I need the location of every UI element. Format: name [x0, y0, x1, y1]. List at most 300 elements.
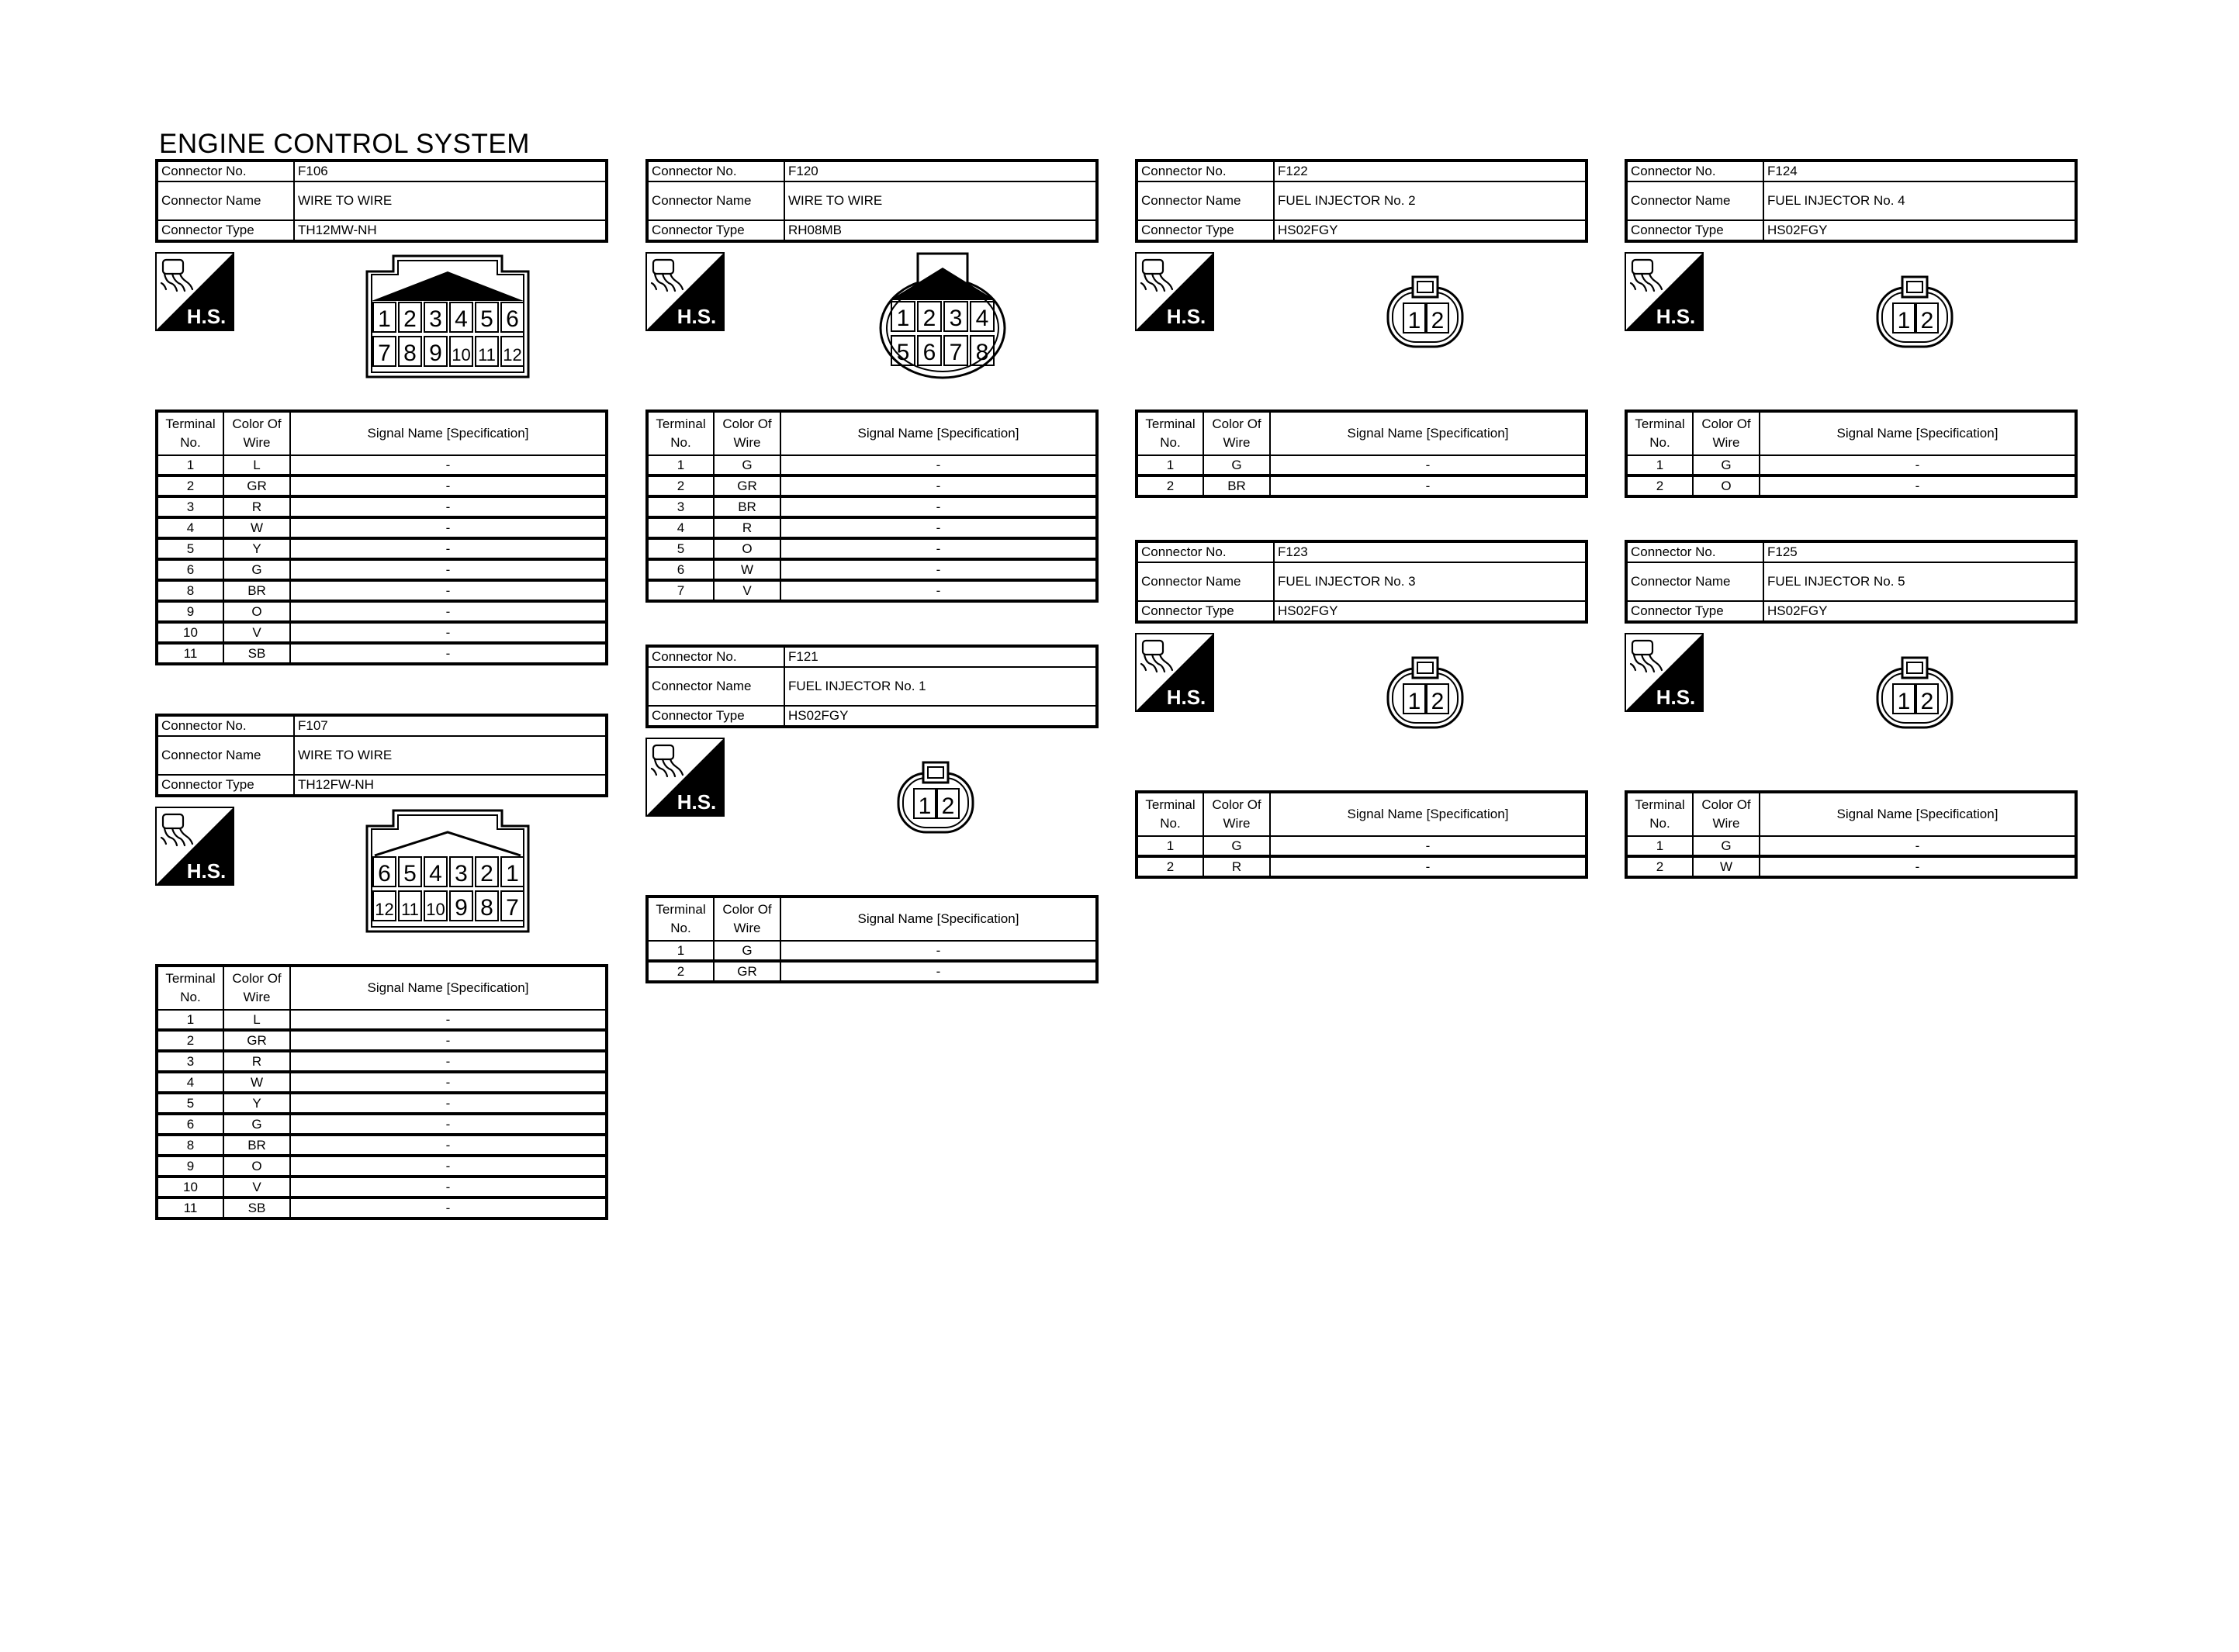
terminal-signal-table	[1625, 410, 2078, 498]
signal-name-header: Signal Name [Specification]	[1760, 411, 2076, 455]
signal-name-header: Signal Name [Specification]	[780, 897, 1097, 941]
connector-name-value: FUEL INJECTOR No. 2	[1274, 181, 1587, 220]
terminal-no-cell: 1	[1137, 836, 1203, 856]
terminal-no-header: Terminal No.	[647, 897, 714, 941]
signal-name-cell: -	[780, 455, 1097, 475]
wire-color-cell: G	[1693, 836, 1760, 856]
connector-type-value: HS02FGY	[1763, 220, 2076, 241]
terminal-no-cell: 4	[647, 517, 714, 538]
connector-artwork	[1625, 624, 2078, 790]
signal-name-cell: -	[1270, 455, 1587, 475]
connector-name-value: FUEL INJECTOR No. 3	[1274, 562, 1587, 601]
table-row	[157, 1093, 607, 1114]
wire-color-cell: Y	[223, 538, 290, 559]
connector-face-diagram	[1385, 275, 1466, 350]
terminal-signal-table	[645, 895, 1099, 983]
table-row	[1626, 475, 2076, 496]
signal-name-cell: -	[1760, 836, 2076, 856]
signal-name-header: Signal Name [Specification]	[290, 966, 607, 1010]
table-row	[157, 475, 607, 496]
hs-badge-label: H.S.	[677, 305, 717, 328]
hs-badge-label: H.S.	[1166, 305, 1206, 328]
table-row	[157, 1135, 607, 1156]
pin-number: 2	[922, 306, 936, 331]
connector-type-value: RH08MB	[784, 220, 1097, 241]
signal-name-cell: -	[290, 1072, 607, 1093]
terminal-signal-table	[1135, 790, 1588, 879]
pin-number: 11	[478, 345, 496, 365]
terminal-signal-table	[155, 410, 608, 665]
terminal-no-header: Terminal No.	[1137, 792, 1203, 836]
pin-number: 5	[403, 861, 417, 886]
connector-type-value: HS02FGY	[1274, 601, 1587, 622]
connector-no-label: Connector No.	[647, 646, 784, 667]
signal-name-cell: -	[290, 1010, 607, 1030]
signal-name-cell: -	[780, 538, 1097, 559]
signal-name-cell: -	[290, 1135, 607, 1156]
hs-badge-label: H.S.	[186, 859, 227, 883]
wire-color-cell: BR	[223, 580, 290, 601]
signal-name-cell: -	[290, 622, 607, 643]
terminal-no-cell: 2	[157, 1030, 223, 1051]
connector-artwork	[155, 243, 608, 410]
connector-type-value: HS02FGY	[1274, 220, 1587, 241]
signal-name-cell: -	[290, 1093, 607, 1114]
table-row	[1137, 475, 1587, 496]
harness-side-icon	[1625, 633, 1704, 712]
connector-no-value: F122	[1274, 161, 1587, 181]
connector-face-diagram	[1874, 275, 1955, 350]
signal-name-cell: -	[1760, 475, 2076, 496]
terminal-no-cell: 2	[647, 961, 714, 982]
pin-number: 2	[1920, 308, 1934, 334]
table-row	[157, 538, 607, 559]
table-row	[157, 601, 607, 622]
signal-name-cell: -	[780, 961, 1097, 982]
wire-color-cell: W	[1693, 856, 1760, 877]
wire-color-cell: GR	[223, 1030, 290, 1051]
table-row	[157, 643, 607, 664]
wire-color-cell: O	[223, 1156, 290, 1177]
wire-color-cell: G	[1203, 836, 1270, 856]
pin-number: 7	[378, 340, 391, 366]
pin-number: 1	[378, 306, 391, 332]
pin-number: 2	[1431, 689, 1445, 714]
terminal-no-cell: 8	[157, 580, 223, 601]
signal-name-cell: -	[290, 559, 607, 580]
table-row	[647, 941, 1097, 961]
connector-block	[1135, 159, 1588, 498]
table-row	[157, 1030, 607, 1051]
connector-info-table	[155, 714, 608, 797]
connector-name-label: Connector Name	[647, 181, 784, 220]
hs-badge-label: H.S.	[1656, 686, 1696, 709]
connector-info-table	[1135, 540, 1588, 624]
harness-side-icon	[1135, 252, 1214, 331]
terminal-no-cell: 3	[157, 496, 223, 517]
connector-info-table	[1135, 159, 1588, 243]
table-row	[647, 559, 1097, 580]
connector-type-label: Connector Type	[647, 706, 784, 727]
pin-number: 4	[975, 306, 989, 331]
connector-name-label: Connector Name	[157, 736, 294, 775]
connector-artwork	[645, 243, 1099, 410]
harness-side-icon	[155, 807, 234, 886]
signal-name-cell: -	[290, 475, 607, 496]
terminal-no-cell: 2	[1626, 856, 1693, 877]
wire-color-cell: G	[714, 941, 780, 961]
connector-block	[645, 159, 1099, 603]
terminal-signal-table	[1135, 410, 1588, 498]
connector-block	[155, 159, 608, 665]
terminal-no-cell: 11	[157, 643, 223, 664]
pin-number: 6	[378, 861, 391, 886]
pin-number: 5	[480, 306, 493, 332]
table-row	[647, 580, 1097, 601]
terminal-no-header: Terminal No.	[157, 411, 223, 455]
connector-no-value: F124	[1763, 161, 2076, 181]
terminal-no-cell: 5	[647, 538, 714, 559]
wire-color-cell: W	[223, 1072, 290, 1093]
wire-color-cell: GR	[223, 475, 290, 496]
signal-name-cell: -	[290, 517, 607, 538]
connector-name-label: Connector Name	[157, 181, 294, 220]
connector-no-label: Connector No.	[1626, 161, 1763, 181]
signal-name-cell: -	[780, 475, 1097, 496]
connector-artwork	[1625, 243, 2078, 410]
terminal-no-cell: 10	[157, 1177, 223, 1198]
table-row	[157, 496, 607, 517]
harness-side-icon	[1625, 252, 1704, 331]
wire-color-cell: O	[1693, 475, 1760, 496]
pin-number: 12	[375, 900, 394, 919]
hs-badge-label: H.S.	[186, 305, 227, 328]
connector-no-value: F106	[294, 161, 607, 181]
pin-number: 10	[452, 345, 471, 365]
wire-color-cell: SB	[223, 643, 290, 664]
wire-color-header: Color Of Wire	[714, 411, 780, 455]
connector-type-value: TH12MW-NH	[294, 220, 607, 241]
wire-color-header: Color Of Wire	[1693, 411, 1760, 455]
terminal-no-cell: 7	[647, 580, 714, 601]
signal-name-header: Signal Name [Specification]	[290, 411, 607, 455]
signal-name-cell: -	[290, 1177, 607, 1198]
wire-color-cell: R	[714, 517, 780, 538]
terminal-no-cell: 8	[157, 1135, 223, 1156]
pin-number: 2	[1920, 689, 1934, 714]
connector-info-table	[155, 159, 608, 243]
connector-type-label: Connector Type	[1626, 601, 1763, 622]
table-row	[157, 1156, 607, 1177]
terminal-no-cell: 10	[157, 622, 223, 643]
pin-number: 1	[1407, 689, 1421, 714]
pin-number: 8	[403, 340, 417, 366]
table-row	[157, 1072, 607, 1093]
table-row	[1626, 856, 2076, 877]
wire-color-cell: O	[714, 538, 780, 559]
harness-side-icon	[1135, 633, 1214, 712]
connector-name-label: Connector Name	[1626, 181, 1763, 220]
hs-badge-label: H.S.	[1166, 686, 1206, 709]
connector-block	[645, 645, 1099, 983]
pin-number: 1	[896, 306, 910, 331]
harness-side-icon	[645, 252, 725, 331]
pin-number: 2	[480, 861, 493, 886]
wire-color-cell: G	[714, 455, 780, 475]
page-title: ENGINE CONTROL SYSTEM	[159, 129, 530, 159]
connector-info-table	[645, 159, 1099, 243]
pin-number: 7	[506, 895, 519, 921]
connector-face-diagram	[1385, 656, 1466, 731]
connector-no-label: Connector No.	[1137, 161, 1274, 181]
table-row	[1626, 836, 2076, 856]
signal-name-header: Signal Name [Specification]	[1760, 792, 2076, 836]
pin-number: 3	[455, 861, 468, 886]
terminal-no-cell: 1	[157, 1010, 223, 1030]
terminal-signal-table	[1625, 790, 2078, 879]
wire-color-cell: R	[1203, 856, 1270, 877]
wire-color-cell: G	[223, 1114, 290, 1135]
terminal-no-cell: 3	[157, 1051, 223, 1072]
wire-color-cell: R	[223, 496, 290, 517]
terminal-no-cell: 1	[1626, 455, 1693, 475]
signal-name-header: Signal Name [Specification]	[780, 411, 1097, 455]
connector-no-label: Connector No.	[1137, 541, 1274, 562]
connector-no-value: F123	[1274, 541, 1587, 562]
table-row	[157, 455, 607, 475]
connector-name-value: WIRE TO WIRE	[784, 181, 1097, 220]
connector-no-label: Connector No.	[1626, 541, 1763, 562]
terminal-no-cell: 1	[647, 455, 714, 475]
terminal-no-cell: 1	[1137, 455, 1203, 475]
terminal-no-cell: 2	[157, 475, 223, 496]
table-row	[1137, 836, 1587, 856]
pin-number: 1	[506, 861, 519, 886]
signal-name-cell: -	[1760, 455, 2076, 475]
signal-name-cell: -	[290, 455, 607, 475]
table-row	[157, 1198, 607, 1218]
connector-no-value: F125	[1763, 541, 2076, 562]
table-row	[647, 517, 1097, 538]
hs-badge-label: H.S.	[1656, 305, 1696, 328]
table-row	[157, 1010, 607, 1030]
pin-number: 6	[922, 340, 936, 365]
connector-name-value: WIRE TO WIRE	[294, 736, 607, 775]
pin-number: 1	[918, 793, 932, 819]
terminal-no-cell: 3	[647, 496, 714, 517]
wire-color-cell: BR	[1203, 475, 1270, 496]
wire-color-cell: G	[1693, 455, 1760, 475]
connector-no-value: F120	[784, 161, 1097, 181]
connector-artwork	[1135, 243, 1588, 410]
connector-type-label: Connector Type	[1137, 220, 1274, 241]
signal-name-cell: -	[290, 643, 607, 664]
signal-name-cell: -	[780, 559, 1097, 580]
pin-number: 3	[429, 306, 442, 332]
connector-type-label: Connector Type	[157, 220, 294, 241]
connector-artwork	[645, 728, 1099, 895]
signal-name-cell: -	[780, 517, 1097, 538]
terminal-no-cell: 4	[157, 517, 223, 538]
pin-number: 11	[401, 900, 419, 919]
pin-number: 1	[1407, 308, 1421, 334]
wire-color-header: Color Of Wire	[1693, 792, 1760, 836]
signal-name-cell: -	[290, 1051, 607, 1072]
terminal-no-cell: 6	[157, 559, 223, 580]
wire-color-header: Color Of Wire	[1203, 411, 1270, 455]
terminal-no-cell: 1	[647, 941, 714, 961]
terminal-no-cell: 5	[157, 1093, 223, 1114]
pin-number: 4	[455, 306, 468, 332]
connector-name-value: FUEL INJECTOR No. 4	[1763, 181, 2076, 220]
signal-name-cell: -	[1760, 856, 2076, 877]
pin-number: 8	[975, 340, 989, 365]
table-row	[1626, 455, 2076, 475]
connector-name-label: Connector Name	[1626, 562, 1763, 601]
terminal-no-header: Terminal No.	[1137, 411, 1203, 455]
signal-name-cell: -	[290, 601, 607, 622]
terminal-no-cell: 6	[157, 1114, 223, 1135]
connector-no-label: Connector No.	[157, 715, 294, 736]
harness-side-icon	[645, 738, 725, 817]
connector-no-value: F107	[294, 715, 607, 736]
terminal-no-cell: 9	[157, 1156, 223, 1177]
connector-info-table	[645, 645, 1099, 728]
connector-no-label: Connector No.	[647, 161, 784, 181]
wire-color-cell: G	[1203, 455, 1270, 475]
table-row	[157, 559, 607, 580]
terminal-signal-table	[645, 410, 1099, 603]
signal-name-cell: -	[1270, 856, 1587, 877]
wire-color-cell: R	[223, 1051, 290, 1072]
terminal-no-cell: 2	[1137, 475, 1203, 496]
connector-info-table	[1625, 540, 2078, 624]
table-row	[647, 961, 1097, 982]
table-row	[157, 517, 607, 538]
pin-number: 5	[896, 340, 910, 365]
pin-number: 2	[403, 306, 417, 332]
terminal-no-cell: 1	[157, 455, 223, 475]
wire-color-header: Color Of Wire	[223, 966, 290, 1010]
terminal-no-cell: 11	[157, 1198, 223, 1218]
pin-number: 1	[1897, 689, 1911, 714]
pin-number: 2	[1431, 308, 1445, 334]
connector-artwork	[155, 797, 608, 964]
table-row	[647, 475, 1097, 496]
wire-color-cell: W	[714, 559, 780, 580]
connector-face-diagram	[1874, 656, 1955, 731]
connector-type-label: Connector Type	[157, 775, 294, 796]
connector-face-diagram	[361, 809, 535, 933]
wire-color-cell: GR	[714, 961, 780, 982]
terminal-no-cell: 2	[1137, 856, 1203, 877]
wire-color-cell: GR	[714, 475, 780, 496]
table-row	[1137, 856, 1587, 877]
signal-name-cell: -	[780, 496, 1097, 517]
signal-name-cell: -	[290, 1030, 607, 1051]
wire-color-cell: SB	[223, 1198, 290, 1218]
connector-info-table	[1625, 159, 2078, 243]
connector-name-label: Connector Name	[647, 667, 784, 706]
signal-name-cell: -	[290, 1198, 607, 1218]
wire-color-header: Color Of Wire	[223, 411, 290, 455]
terminal-no-cell: 1	[1626, 836, 1693, 856]
pin-number: 1	[1897, 308, 1911, 334]
connector-artwork	[1135, 624, 1588, 790]
signal-name-header: Signal Name [Specification]	[1270, 411, 1587, 455]
connector-name-label: Connector Name	[1137, 181, 1274, 220]
signal-name-cell: -	[290, 580, 607, 601]
pin-number: 12	[503, 345, 522, 365]
wire-color-cell: G	[223, 559, 290, 580]
pin-number: 9	[455, 895, 468, 921]
hs-badge-label: H.S.	[677, 790, 717, 814]
connector-name-value: WIRE TO WIRE	[294, 181, 607, 220]
wire-color-cell: O	[223, 601, 290, 622]
table-row	[647, 496, 1097, 517]
wire-color-cell: V	[223, 622, 290, 643]
wire-color-cell: W	[223, 517, 290, 538]
signal-name-cell: -	[780, 580, 1097, 601]
connector-name-value: FUEL INJECTOR No. 5	[1763, 562, 2076, 601]
table-row	[647, 455, 1097, 475]
terminal-no-header: Terminal No.	[647, 411, 714, 455]
signal-name-header: Signal Name [Specification]	[1270, 792, 1587, 836]
pin-number: 8	[480, 895, 493, 921]
wire-color-cell: BR	[714, 496, 780, 517]
terminal-no-cell: 6	[647, 559, 714, 580]
wire-color-cell: BR	[223, 1135, 290, 1156]
pin-number: 7	[949, 340, 963, 365]
wire-color-cell: V	[714, 580, 780, 601]
signal-name-cell: -	[1270, 836, 1587, 856]
pin-number: 3	[949, 306, 963, 331]
terminal-no-cell: 4	[157, 1072, 223, 1093]
harness-side-icon	[155, 252, 234, 331]
signal-name-cell: -	[780, 941, 1097, 961]
table-row	[157, 1051, 607, 1072]
signal-name-cell: -	[290, 496, 607, 517]
terminal-no-header: Terminal No.	[1626, 411, 1693, 455]
pin-number: 9	[429, 340, 442, 366]
connector-block	[1625, 540, 2078, 879]
connector-name-label: Connector Name	[1137, 562, 1274, 601]
connector-face-diagram	[361, 254, 535, 378]
terminal-no-cell: 9	[157, 601, 223, 622]
terminal-no-cell: 2	[647, 475, 714, 496]
table-row	[1137, 455, 1587, 475]
connector-type-value: HS02FGY	[784, 706, 1097, 727]
connector-type-label: Connector Type	[1137, 601, 1274, 622]
wire-color-cell: L	[223, 455, 290, 475]
table-row	[157, 1177, 607, 1198]
signal-name-cell: -	[290, 1156, 607, 1177]
signal-name-cell: -	[290, 1114, 607, 1135]
terminal-no-cell: 2	[1626, 475, 1693, 496]
connector-no-value: F121	[784, 646, 1097, 667]
wire-color-cell: V	[223, 1177, 290, 1198]
wire-color-cell: L	[223, 1010, 290, 1030]
connector-block	[1625, 159, 2078, 498]
pin-number: 10	[426, 900, 445, 919]
connector-block	[155, 714, 608, 1220]
connector-type-value: TH12FW-NH	[294, 775, 607, 796]
pin-number: 6	[506, 306, 519, 332]
signal-name-cell: -	[1270, 475, 1587, 496]
connector-type-label: Connector Type	[647, 220, 784, 241]
table-row	[157, 580, 607, 601]
wire-color-header: Color Of Wire	[714, 897, 780, 941]
